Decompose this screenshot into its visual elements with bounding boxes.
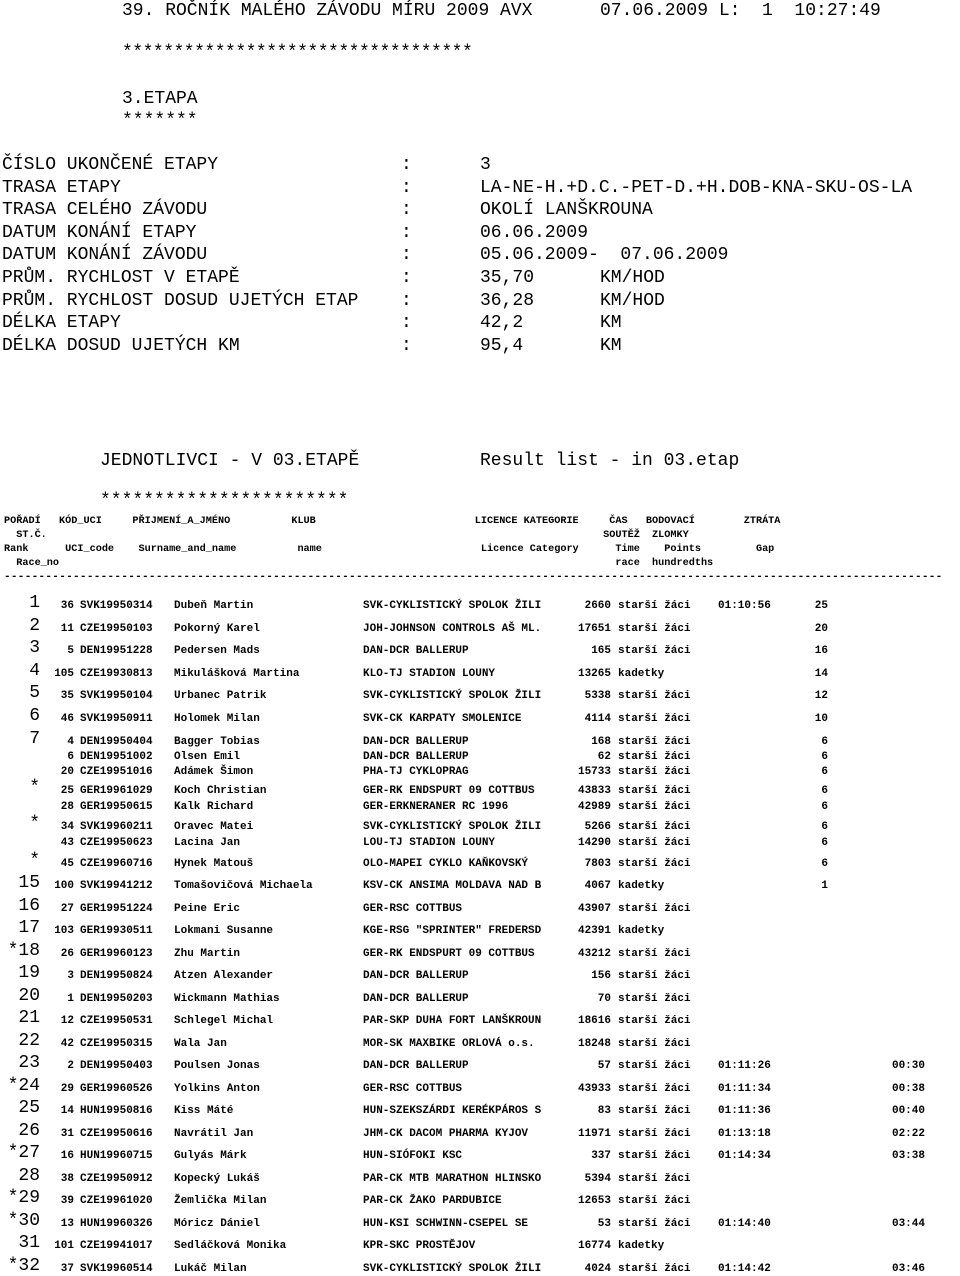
- rider-name: Bagger Tobias: [174, 736, 260, 748]
- info-label: TRASA ETAPY: [2, 178, 121, 198]
- licence: 43933: [577, 1083, 611, 1095]
- info-colon: :: [401, 178, 412, 198]
- race-number: 29: [60, 1083, 74, 1095]
- uci-code: GER19951224: [80, 903, 153, 915]
- points: 6: [821, 837, 828, 849]
- category: kadetky: [618, 1240, 665, 1252]
- finish-time: 01:10:56: [718, 600, 771, 612]
- race-number: 105: [54, 668, 74, 680]
- licence: 11971: [577, 1128, 611, 1140]
- club-name: JOH-JOHNSON CONTROLS AŠ ML.: [363, 623, 542, 635]
- licence: 156: [591, 970, 611, 982]
- licence: 43212: [577, 948, 611, 960]
- licence: 57: [597, 1060, 611, 1072]
- rank: 16: [18, 896, 40, 916]
- licence: 4114: [584, 713, 611, 725]
- rank: *27: [7, 1143, 40, 1163]
- uci-code: DEN19950203: [80, 993, 153, 1005]
- race-number: 5: [67, 645, 74, 657]
- info-colon: :: [401, 200, 412, 220]
- licence: 18616: [577, 1015, 611, 1027]
- licence: 62: [597, 751, 611, 763]
- rider-name: Adámek Šimon: [174, 766, 254, 778]
- category: starší žáci: [618, 766, 691, 778]
- club-name: DAN-DCR BALLERUP: [363, 751, 469, 763]
- info-value: 35,70: [480, 268, 535, 288]
- info-value: 42,2: [480, 313, 524, 333]
- race-number: 35: [60, 690, 74, 702]
- category: starší žáci: [618, 1128, 691, 1140]
- club-name: HUN-SZEKSZÁRDI KERÉKPÁROS S: [363, 1105, 542, 1117]
- category: starší žáci: [618, 1105, 691, 1117]
- header-divider: ----------------------------------------------------------------------------------------------------------------------------------------: [4, 571, 943, 583]
- info-label: DÉLKA DOSUD UJETÝCH KM: [2, 336, 240, 356]
- rank: 20: [18, 986, 40, 1006]
- licence: 16774: [577, 1240, 611, 1252]
- rider-name: Holomek Milan: [174, 713, 260, 725]
- race-number: 12: [60, 1015, 74, 1027]
- race-number: 25: [60, 785, 74, 797]
- points: 1: [821, 880, 828, 892]
- rider-name: Olsen Emil: [174, 751, 241, 763]
- category: starší žáci: [618, 736, 691, 748]
- info-label: TRASA CELÉHO ZÁVODU: [2, 200, 208, 220]
- uci-code: GER19961029: [80, 785, 153, 797]
- uci-code: HUN19950816: [80, 1105, 153, 1117]
- club-name: GER-RK ENDSPURT 09 COTTBUS: [363, 948, 535, 960]
- points: 20: [814, 623, 828, 635]
- uci-code: CZE19951016: [80, 766, 153, 778]
- club-name: HUN-KSI SCHWINN-CSEPEL SE: [363, 1218, 529, 1230]
- section-underline: ***********************: [100, 491, 349, 511]
- race-number: 100: [54, 880, 74, 892]
- category: starší žáci: [618, 1263, 691, 1275]
- uci-code: GER19960123: [80, 948, 153, 960]
- category: starší žáci: [618, 645, 691, 657]
- club-name: DAN-DCR BALLERUP: [363, 970, 469, 982]
- club-name: GER-RSC COTTBUS: [363, 903, 463, 915]
- club-name: DAN-DCR BALLERUP: [363, 736, 469, 748]
- rank: *: [29, 814, 40, 834]
- uci-code: CZE19950531: [80, 1015, 153, 1027]
- uci-code: DEN19950403: [80, 1060, 153, 1072]
- race-number: 27: [60, 903, 74, 915]
- info-label: DATUM KONÁNÍ ETAPY: [2, 223, 197, 243]
- uci-code: CZE19950623: [80, 837, 153, 849]
- uci-code: GER19960526: [80, 1083, 153, 1095]
- club-name: PHA-TJ CYKLOPRAG: [363, 766, 469, 778]
- club-name: SVK-CYKLISTICKÝ SPOLOK ŽILI: [363, 600, 542, 612]
- rider-name: Wala Jan: [174, 1038, 227, 1050]
- uci-code: SVK19941212: [80, 880, 153, 892]
- uci-code: DEN19951228: [80, 645, 153, 657]
- licence: 15733: [577, 766, 611, 778]
- club-name: SVK-CYKLISTICKÝ SPOLOK ŽILI: [363, 1263, 542, 1275]
- uci-code: SVK19950104: [80, 690, 153, 702]
- uci-code: SVK19960514: [80, 1263, 153, 1275]
- club-name: SVK-CYKLISTICKÝ SPOLOK ŽILI: [363, 821, 542, 833]
- info-value: 06.06.2009: [480, 223, 589, 243]
- points: 14: [814, 668, 828, 680]
- club-name: SVK-CK KARPATY SMOLENICE: [363, 713, 522, 725]
- race-number: 103: [54, 925, 74, 937]
- gap: 00:38: [891, 1083, 925, 1095]
- info-colon: :: [401, 291, 412, 311]
- rider-name: Pokorný Karel: [174, 623, 260, 635]
- uci-code: SVK19950314: [80, 600, 153, 612]
- info-value: 36,28: [480, 291, 535, 311]
- licence: 43907: [577, 903, 611, 915]
- category: starší žáci: [618, 600, 691, 612]
- race-number: 26: [60, 948, 74, 960]
- race-number: 43: [60, 837, 74, 849]
- race-number: 11: [60, 623, 74, 635]
- race-number: 45: [60, 858, 74, 870]
- licence: 5338: [584, 690, 611, 702]
- category: starší žáci: [618, 1060, 691, 1072]
- gap: 03:46: [891, 1263, 925, 1275]
- rider-name: Yolkins Anton: [174, 1083, 260, 1095]
- category: starší žáci: [618, 713, 691, 725]
- points: 10: [814, 713, 828, 725]
- rider-name: Kalk Richard: [174, 801, 254, 813]
- rider-name: Kopecký Lukáš: [174, 1173, 260, 1185]
- club-name: OLO-MAPEI CYKLO KAŇKOVSKÝ: [363, 858, 529, 870]
- rider-name: Kiss Máté: [174, 1105, 234, 1117]
- club-name: GER-ERKNERANER RC 1996: [363, 801, 509, 813]
- rider-name: Gulyás Márk: [174, 1150, 247, 1162]
- stage-underline: *******: [122, 111, 198, 131]
- club-name: GER-RK ENDSPURT 09 COTTBUS: [363, 785, 535, 797]
- club-name: PAR-CK ŽAKO PARDUBICE: [363, 1195, 502, 1207]
- club-name: PAR-SKP DUHA FORT LANŠKROUN: [363, 1015, 542, 1027]
- race-title: 39. ROČNÍK MALÉHO ZÁVODU MÍRU 2009 AVX: [122, 1, 533, 21]
- info-label: DATUM KONÁNÍ ZÁVODU: [2, 245, 208, 265]
- points: 6: [821, 801, 828, 813]
- rank: *24: [7, 1076, 40, 1096]
- rider-name: Žemlička Milan: [174, 1195, 267, 1207]
- race-number: 14: [60, 1105, 74, 1117]
- rider-name: Lukáč Milan: [174, 1263, 247, 1275]
- licence: 165: [591, 645, 611, 657]
- category: starší žáci: [618, 1083, 691, 1095]
- rider-name: Atzen Alexander: [174, 970, 274, 982]
- info-colon: :: [401, 155, 412, 175]
- info-colon: :: [401, 223, 412, 243]
- finish-time: 01:14:42: [718, 1263, 771, 1275]
- licence: 43833: [577, 785, 611, 797]
- title-underline: **********************************: [122, 43, 473, 63]
- licence: 13265: [577, 668, 611, 680]
- gap: 03:38: [891, 1150, 925, 1162]
- uci-code: CZE19930813: [80, 668, 153, 680]
- column-header-cz: POŘADÍ KÓD_UCI PŘIJMENÍ_A_JMÉNO KLUB LICENCE KATEGORIE ČAS BODOVACÍ ZTRÁTA: [4, 516, 781, 527]
- club-name: JHM-CK DACOM PHARMA KYJOV: [363, 1128, 529, 1140]
- rank: 25: [18, 1098, 40, 1118]
- race-number: 2: [67, 1060, 74, 1072]
- points: 25: [814, 600, 828, 612]
- rider-name: Móricz Dániel: [174, 1218, 260, 1230]
- rider-name: Lacina Jan: [174, 837, 241, 849]
- rank: 6: [29, 706, 40, 726]
- category: starší žáci: [618, 948, 691, 960]
- category: starší žáci: [618, 1150, 691, 1162]
- column-header-cz-2: ST.Č. SOUTĚŽ ZLOMKY: [4, 530, 689, 541]
- rider-name: Dubeň Martin: [174, 600, 254, 612]
- rank: 19: [18, 963, 40, 983]
- rider-name: Lokmani Susanne: [174, 925, 274, 937]
- category: starší žáci: [618, 751, 691, 763]
- licence: 4024: [584, 1263, 611, 1275]
- race-number: 38: [60, 1173, 74, 1185]
- rank: *: [29, 851, 40, 871]
- rank: 17: [18, 918, 40, 938]
- licence: 337: [591, 1150, 611, 1162]
- category: starší žáci: [618, 1195, 691, 1207]
- points: 6: [821, 785, 828, 797]
- uci-code: CZE19961020: [80, 1195, 153, 1207]
- category: starší žáci: [618, 623, 691, 635]
- points: 6: [821, 858, 828, 870]
- category: starší žáci: [618, 970, 691, 982]
- print-datetime: 07.06.2009 L: 1 10:27:49: [600, 1, 881, 21]
- race-number: 101: [54, 1240, 74, 1252]
- points: 6: [821, 751, 828, 763]
- info-value: 3: [480, 155, 491, 175]
- rank: *32: [7, 1256, 40, 1276]
- uci-code: GER19930511: [80, 925, 153, 937]
- uci-code: GER19950615: [80, 801, 153, 813]
- race-number: 4: [67, 736, 74, 748]
- uci-code: CZE19950315: [80, 1038, 153, 1050]
- club-name: MOR-SK MAXBIKE ORLOVÁ o.s.: [363, 1038, 535, 1050]
- info-unit: KM: [600, 336, 622, 356]
- gap: 00:40: [891, 1105, 925, 1117]
- category: starší žáci: [618, 690, 691, 702]
- info-label: DÉLKA ETAPY: [2, 313, 121, 333]
- club-name: KSV-CK ANSIMA MOLDAVA NAD B: [363, 880, 542, 892]
- finish-time: 01:14:40: [718, 1218, 771, 1230]
- category: kadetky: [618, 668, 665, 680]
- licence: 12653: [577, 1195, 611, 1207]
- info-unit: KM/HOD: [600, 291, 665, 311]
- uci-code: CZE19950912: [80, 1173, 153, 1185]
- race-number: 34: [60, 821, 74, 833]
- rider-name: Poulsen Jonas: [174, 1060, 260, 1072]
- info-label: ČÍSLO UKONČENÉ ETAPY: [2, 155, 219, 175]
- info-colon: :: [401, 336, 412, 356]
- race-number: 36: [60, 600, 74, 612]
- category: starší žáci: [618, 785, 691, 797]
- uci-code: DEN19951002: [80, 751, 153, 763]
- finish-time: 01:11:36: [718, 1105, 771, 1117]
- category: starší žáci: [618, 858, 691, 870]
- licence: 2660: [584, 600, 611, 612]
- club-name: KLO-TJ STADION LOUNY: [363, 668, 496, 680]
- club-name: LOU-TJ STADION LOUNY: [363, 837, 496, 849]
- club-name: KPR-SKC PROSTĚJOV: [363, 1240, 476, 1252]
- points: 6: [821, 736, 828, 748]
- rider-name: Sedláčková Monika: [174, 1240, 287, 1252]
- category: starší žáci: [618, 903, 691, 915]
- licence: 42391: [577, 925, 611, 937]
- uci-code: HUN19960715: [80, 1150, 153, 1162]
- rank: *29: [7, 1188, 40, 1208]
- category: starší žáci: [618, 1038, 691, 1050]
- finish-time: 01:14:34: [718, 1150, 771, 1162]
- race-number: 20: [60, 766, 74, 778]
- stage-title: 3.ETAPA: [122, 89, 198, 109]
- gap: 03:44: [891, 1218, 925, 1230]
- race-number: 28: [60, 801, 74, 813]
- section-title: JEDNOTLIVCI - V 03.ETAPĚ: [100, 451, 360, 471]
- licence: 18248: [577, 1038, 611, 1050]
- club-name: HUN-SIÓFOKI KSC: [363, 1150, 463, 1162]
- rider-name: Urbanec Patrik: [174, 690, 267, 702]
- licence: 42989: [577, 801, 611, 813]
- rank: *30: [7, 1211, 40, 1231]
- club-name: KGE-RSG "SPRINTER" FREDERSD: [363, 925, 542, 937]
- rider-name: Pedersen Mads: [174, 645, 260, 657]
- rank: 28: [18, 1166, 40, 1186]
- points: 6: [821, 766, 828, 778]
- licence: 168: [591, 736, 611, 748]
- category: starší žáci: [618, 801, 691, 813]
- rank: 5: [29, 683, 40, 703]
- uci-code: HUN19960326: [80, 1218, 153, 1230]
- licence: 70: [597, 993, 611, 1005]
- rank: *: [29, 778, 40, 798]
- club-name: DAN-DCR BALLERUP: [363, 1060, 469, 1072]
- uci-code: DEN19950404: [80, 736, 153, 748]
- info-label: PRŮM. RYCHLOST DOSUD UJETÝCH ETAP: [2, 291, 359, 311]
- rank: 3: [29, 638, 40, 658]
- finish-time: 01:11:26: [718, 1060, 771, 1072]
- rider-name: Hynek Matouš: [174, 858, 254, 870]
- licence: 4067: [584, 880, 611, 892]
- licence: 83: [597, 1105, 611, 1117]
- rank: 4: [29, 661, 40, 681]
- rank: 23: [18, 1053, 40, 1073]
- club-name: DAN-DCR BALLERUP: [363, 993, 469, 1005]
- column-header-en-2: Race_no race hundredths: [4, 558, 714, 569]
- rank: 2: [29, 616, 40, 636]
- club-name: DAN-DCR BALLERUP: [363, 645, 469, 657]
- rider-name: Navrátil Jan: [174, 1128, 254, 1140]
- uci-code: DEN19950824: [80, 970, 153, 982]
- category: starší žáci: [618, 993, 691, 1005]
- category: kadetky: [618, 880, 665, 892]
- rider-name: Mikulášková Martina: [174, 668, 300, 680]
- category: kadetky: [618, 925, 665, 937]
- uci-code: CZE19941017: [80, 1240, 153, 1252]
- rider-name: Wickmann Mathias: [174, 993, 280, 1005]
- race-number: 13: [60, 1218, 74, 1230]
- uci-code: CZE19950103: [80, 623, 153, 635]
- gap: 02:22: [891, 1128, 925, 1140]
- rank: *18: [7, 941, 40, 961]
- race-number: 39: [60, 1195, 74, 1207]
- category: starší žáci: [618, 821, 691, 833]
- category: starší žáci: [618, 1173, 691, 1185]
- rank: 31: [18, 1233, 40, 1253]
- licence: 5394: [584, 1173, 611, 1185]
- info-value: LA-NE-H.+D.C.-PET-D.+H.DOB-KNA-SKU-OS-LA: [480, 178, 913, 198]
- club-name: GER-RSC COTTBUS: [363, 1083, 463, 1095]
- rank: 7: [29, 729, 40, 749]
- gap: 00:30: [891, 1060, 925, 1072]
- rider-name: Peine Eric: [174, 903, 241, 915]
- licence: 53: [597, 1218, 611, 1230]
- info-unit: KM/HOD: [600, 268, 665, 288]
- licence: 7803: [584, 858, 611, 870]
- column-header-en: Rank UCI_code Surname_and_name name Licence Category Time Points Gap: [4, 544, 775, 555]
- info-value: OKOLÍ LANŠKROUNA: [480, 200, 653, 220]
- rank: 15: [18, 873, 40, 893]
- rider-name: Zhu Martin: [174, 948, 241, 960]
- club-name: SVK-CYKLISTICKÝ SPOLOK ŽILI: [363, 690, 542, 702]
- race-number: 31: [60, 1128, 74, 1140]
- club-name: PAR-CK MTB MARATHON HLINSKO: [363, 1173, 542, 1185]
- rank: 21: [18, 1008, 40, 1028]
- uci-code: SVK19960211: [80, 821, 153, 833]
- licence: 5266: [584, 821, 611, 833]
- rider-name: Oravec Matei: [174, 821, 254, 833]
- rank: 26: [18, 1121, 40, 1141]
- licence: 17651: [577, 623, 611, 635]
- rank: 22: [18, 1031, 40, 1051]
- info-colon: :: [401, 245, 412, 265]
- points: 16: [814, 645, 828, 657]
- race-number: 1: [67, 993, 74, 1005]
- category: starší žáci: [618, 1218, 691, 1230]
- race-number: 46: [60, 713, 74, 725]
- uci-code: SVK19950911: [80, 713, 153, 725]
- race-number: 3: [67, 970, 74, 982]
- rank: 1: [29, 593, 40, 613]
- race-number: 16: [60, 1150, 74, 1162]
- points: 12: [814, 690, 828, 702]
- info-value: 05.06.2009- 07.06.2009: [480, 245, 729, 265]
- rider-name: Tomašovičová Michaela: [174, 880, 313, 892]
- uci-code: CZE19960716: [80, 858, 153, 870]
- uci-code: CZE19950616: [80, 1128, 153, 1140]
- race-number: 6: [67, 751, 74, 763]
- category: starší žáci: [618, 837, 691, 849]
- licence: 14290: [577, 837, 611, 849]
- info-label: PRŮM. RYCHLOST V ETAPĚ: [2, 268, 240, 288]
- info-value: 95,4: [480, 336, 524, 356]
- points: 6: [821, 821, 828, 833]
- race-number: 37: [60, 1263, 74, 1275]
- finish-time: 01:13:18: [718, 1128, 771, 1140]
- info-colon: :: [401, 268, 412, 288]
- rider-name: Schlegel Michal: [174, 1015, 274, 1027]
- finish-time: 01:11:34: [718, 1083, 771, 1095]
- race-number: 42: [60, 1038, 74, 1050]
- info-unit: KM: [600, 313, 622, 333]
- info-colon: :: [401, 313, 412, 333]
- section-title-en: Result list - in 03.etap: [480, 451, 740, 471]
- rider-name: Koch Christian: [174, 785, 267, 797]
- category: starší žáci: [618, 1015, 691, 1027]
